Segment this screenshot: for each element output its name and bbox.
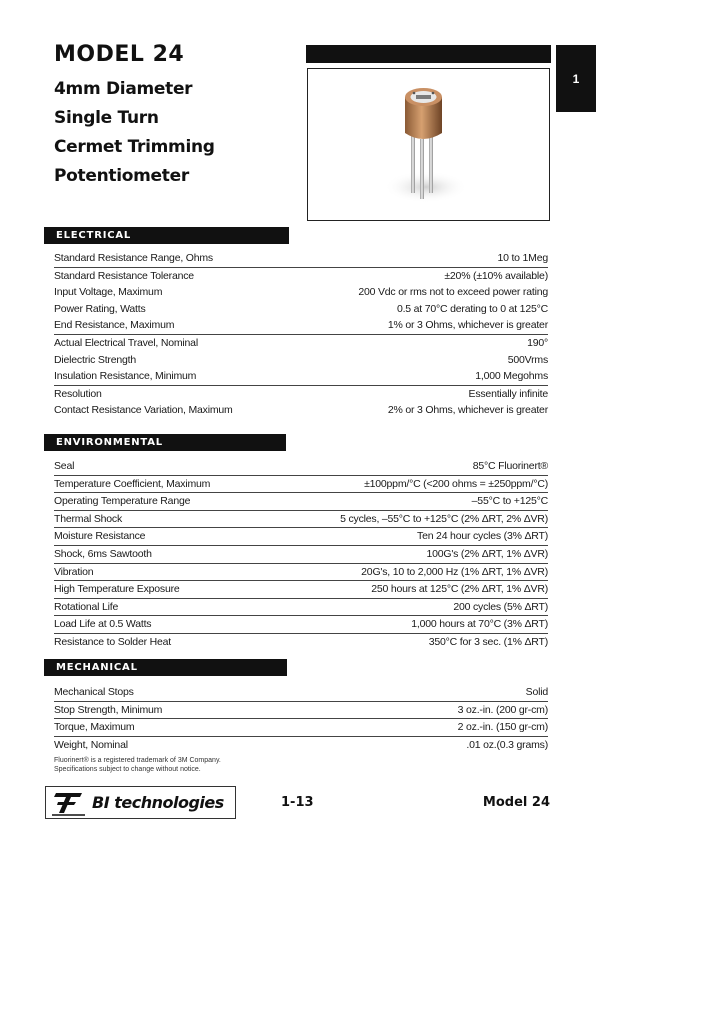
spec-value: 10 to 1Meg: [497, 252, 548, 264]
mechanical-row: [54, 718, 548, 736]
spec-value: 20G's, 10 to 2,000 Hz (1% ΔRT, 1% ΔVR): [361, 565, 548, 578]
environmental-row: [54, 615, 548, 633]
mechanical-row: [54, 736, 548, 754]
environmental-row: [54, 598, 548, 616]
spec-value: Ten 24 hour cycles (3% ΔRT): [417, 530, 548, 543]
spec-value: .01 oz.(0.3 grams): [466, 738, 548, 751]
spec-label: Standard Resistance Range, Ohms: [54, 252, 213, 264]
spec-label: Moisture Resistance: [54, 530, 146, 543]
spec-value: 0.5 at 70°C derating to 0 at 125°C: [396, 302, 548, 315]
electrical-row: [54, 334, 548, 352]
spec-value: 100G's (2% ΔRT, 1% ΔVR): [426, 547, 548, 560]
environmental-row: [54, 475, 548, 493]
spec-label: Dielectric Strength: [54, 353, 136, 366]
spec-label: Stop Strength, Minimum: [54, 703, 163, 716]
spec-value: 350°C for 3 sec. (1% ΔRT): [428, 635, 548, 648]
mechanical-table: [54, 684, 548, 753]
environmental-header: ENVIRONMENTAL: [44, 434, 286, 451]
subtitle-line-1: 4mm Diameter: [54, 79, 193, 99]
electrical-row: [54, 317, 548, 334]
spec-label: Contact Resistance Variation, Maximum: [54, 404, 233, 417]
electrical-row: [54, 301, 548, 318]
mechanical-row: [54, 701, 548, 719]
company-logo: [45, 786, 236, 819]
spec-value: 1,000 hours at 70°C (3% ΔRT): [411, 618, 548, 631]
spec-value: 5 cycles, –55°C to +125°C (2% ΔRT, 2% ΔVR): [340, 512, 548, 525]
spec-value: –55°C to +125°C: [471, 495, 548, 508]
spec-label: Vibration: [54, 565, 94, 578]
spec-label: Actual Electrical Travel, Nominal: [54, 336, 198, 349]
footnotes: [54, 756, 221, 774]
electrical-row: [54, 402, 548, 419]
section-tab: 1: [556, 45, 596, 112]
spec-value: 85°C Fluorinert®: [472, 460, 548, 472]
mechanical-header: MECHANICAL: [44, 659, 287, 676]
bi-logo-icon: [52, 790, 86, 816]
spec-label: Temperature Coefficient, Maximum: [54, 477, 211, 490]
environmental-row: [54, 580, 548, 598]
spec-value: Solid: [525, 686, 548, 698]
electrical-row: [54, 352, 548, 369]
spec-value: 190°: [527, 336, 548, 349]
spec-label: Resistance to Solder Heat: [54, 635, 171, 648]
spec-value: Essentially infinite: [468, 387, 548, 400]
title-block: [54, 42, 215, 191]
spec-label: Seal: [54, 460, 75, 472]
environmental-row: [54, 545, 548, 563]
spec-value: 2 oz.-in. (150 gr-cm): [457, 721, 548, 734]
spec-label: Insulation Resistance, Minimum: [54, 370, 197, 383]
spec-value: 2% or 3 Ohms, whichever is greater: [387, 404, 548, 417]
spec-label: End Resistance, Maximum: [54, 319, 175, 332]
spec-label: Load Life at 0.5 Watts: [54, 618, 152, 631]
spec-label: Resolution: [54, 387, 102, 400]
spec-label: Torque, Maximum: [54, 721, 135, 734]
environmental-row: [54, 527, 548, 545]
subtitle-line-3: Cermet Trimming: [54, 137, 215, 157]
spec-label: Thermal Shock: [54, 512, 123, 525]
spec-value: ±20% (±10% available): [444, 269, 548, 282]
footer-model: Model 24: [482, 795, 550, 810]
environmental-row: [54, 563, 548, 581]
electrical-row: [54, 250, 548, 267]
spec-label: Standard Resistance Tolerance: [54, 269, 194, 282]
spec-label: Input Voltage, Maximum: [54, 286, 163, 299]
subtitle-line-4: Potentiometer: [54, 166, 189, 186]
electrical-row: [54, 385, 548, 403]
spec-value: 250 hours at 125°C (2% ΔRT, 1% ΔVR): [371, 583, 548, 596]
spec-value: ±100ppm/°C (<200 ohms = ±250ppm/°C): [364, 477, 548, 490]
footnote-2: Specifications subject to change without notice.: [54, 766, 201, 773]
spec-value: 200 cycles (5% ΔRT): [453, 600, 548, 613]
subtitle-line-2: Single Turn: [54, 108, 159, 128]
electrical-row: [54, 267, 548, 285]
electrical-row: [54, 368, 548, 385]
spec-value: 500Vrms: [507, 353, 548, 366]
spec-label: Mechanical Stops: [54, 686, 134, 698]
spec-value: 1% or 3 Ohms, whichever is greater: [387, 319, 548, 332]
page-number: 1-13: [281, 795, 314, 810]
model-title: MODEL 24: [54, 42, 185, 67]
photo-header-bar: [306, 45, 551, 63]
spec-value: 1,000 Megohms: [475, 370, 548, 383]
spec-label: High Temperature Exposure: [54, 583, 180, 596]
environmental-table: [54, 458, 548, 651]
spec-label: Weight, Nominal: [54, 738, 128, 751]
spec-label: Shock, 6ms Sawtooth: [54, 547, 152, 560]
product-photo: [307, 68, 550, 221]
logo-text: BI technologies: [92, 793, 224, 812]
environmental-row: [54, 633, 548, 651]
spec-label: Power Rating, Watts: [54, 302, 146, 315]
mechanical-row: [54, 684, 548, 701]
footnote-1: Fluorinert® is a registered trademark of 3M Company.: [54, 757, 221, 764]
environmental-row: [54, 510, 548, 528]
environmental-row: [54, 492, 548, 510]
environmental-row: [54, 458, 548, 475]
electrical-row: [54, 284, 548, 301]
spec-label: Rotational Life: [54, 600, 119, 613]
spec-label: Operating Temperature Range: [54, 495, 191, 508]
spec-value: 200 Vdc or rms not to exceed power rating: [358, 286, 548, 299]
electrical-header: ELECTRICAL: [44, 227, 289, 244]
spec-value: 3 oz.-in. (200 gr-cm): [457, 703, 548, 716]
electrical-table: [54, 250, 548, 419]
potentiometer-image: [308, 69, 549, 220]
